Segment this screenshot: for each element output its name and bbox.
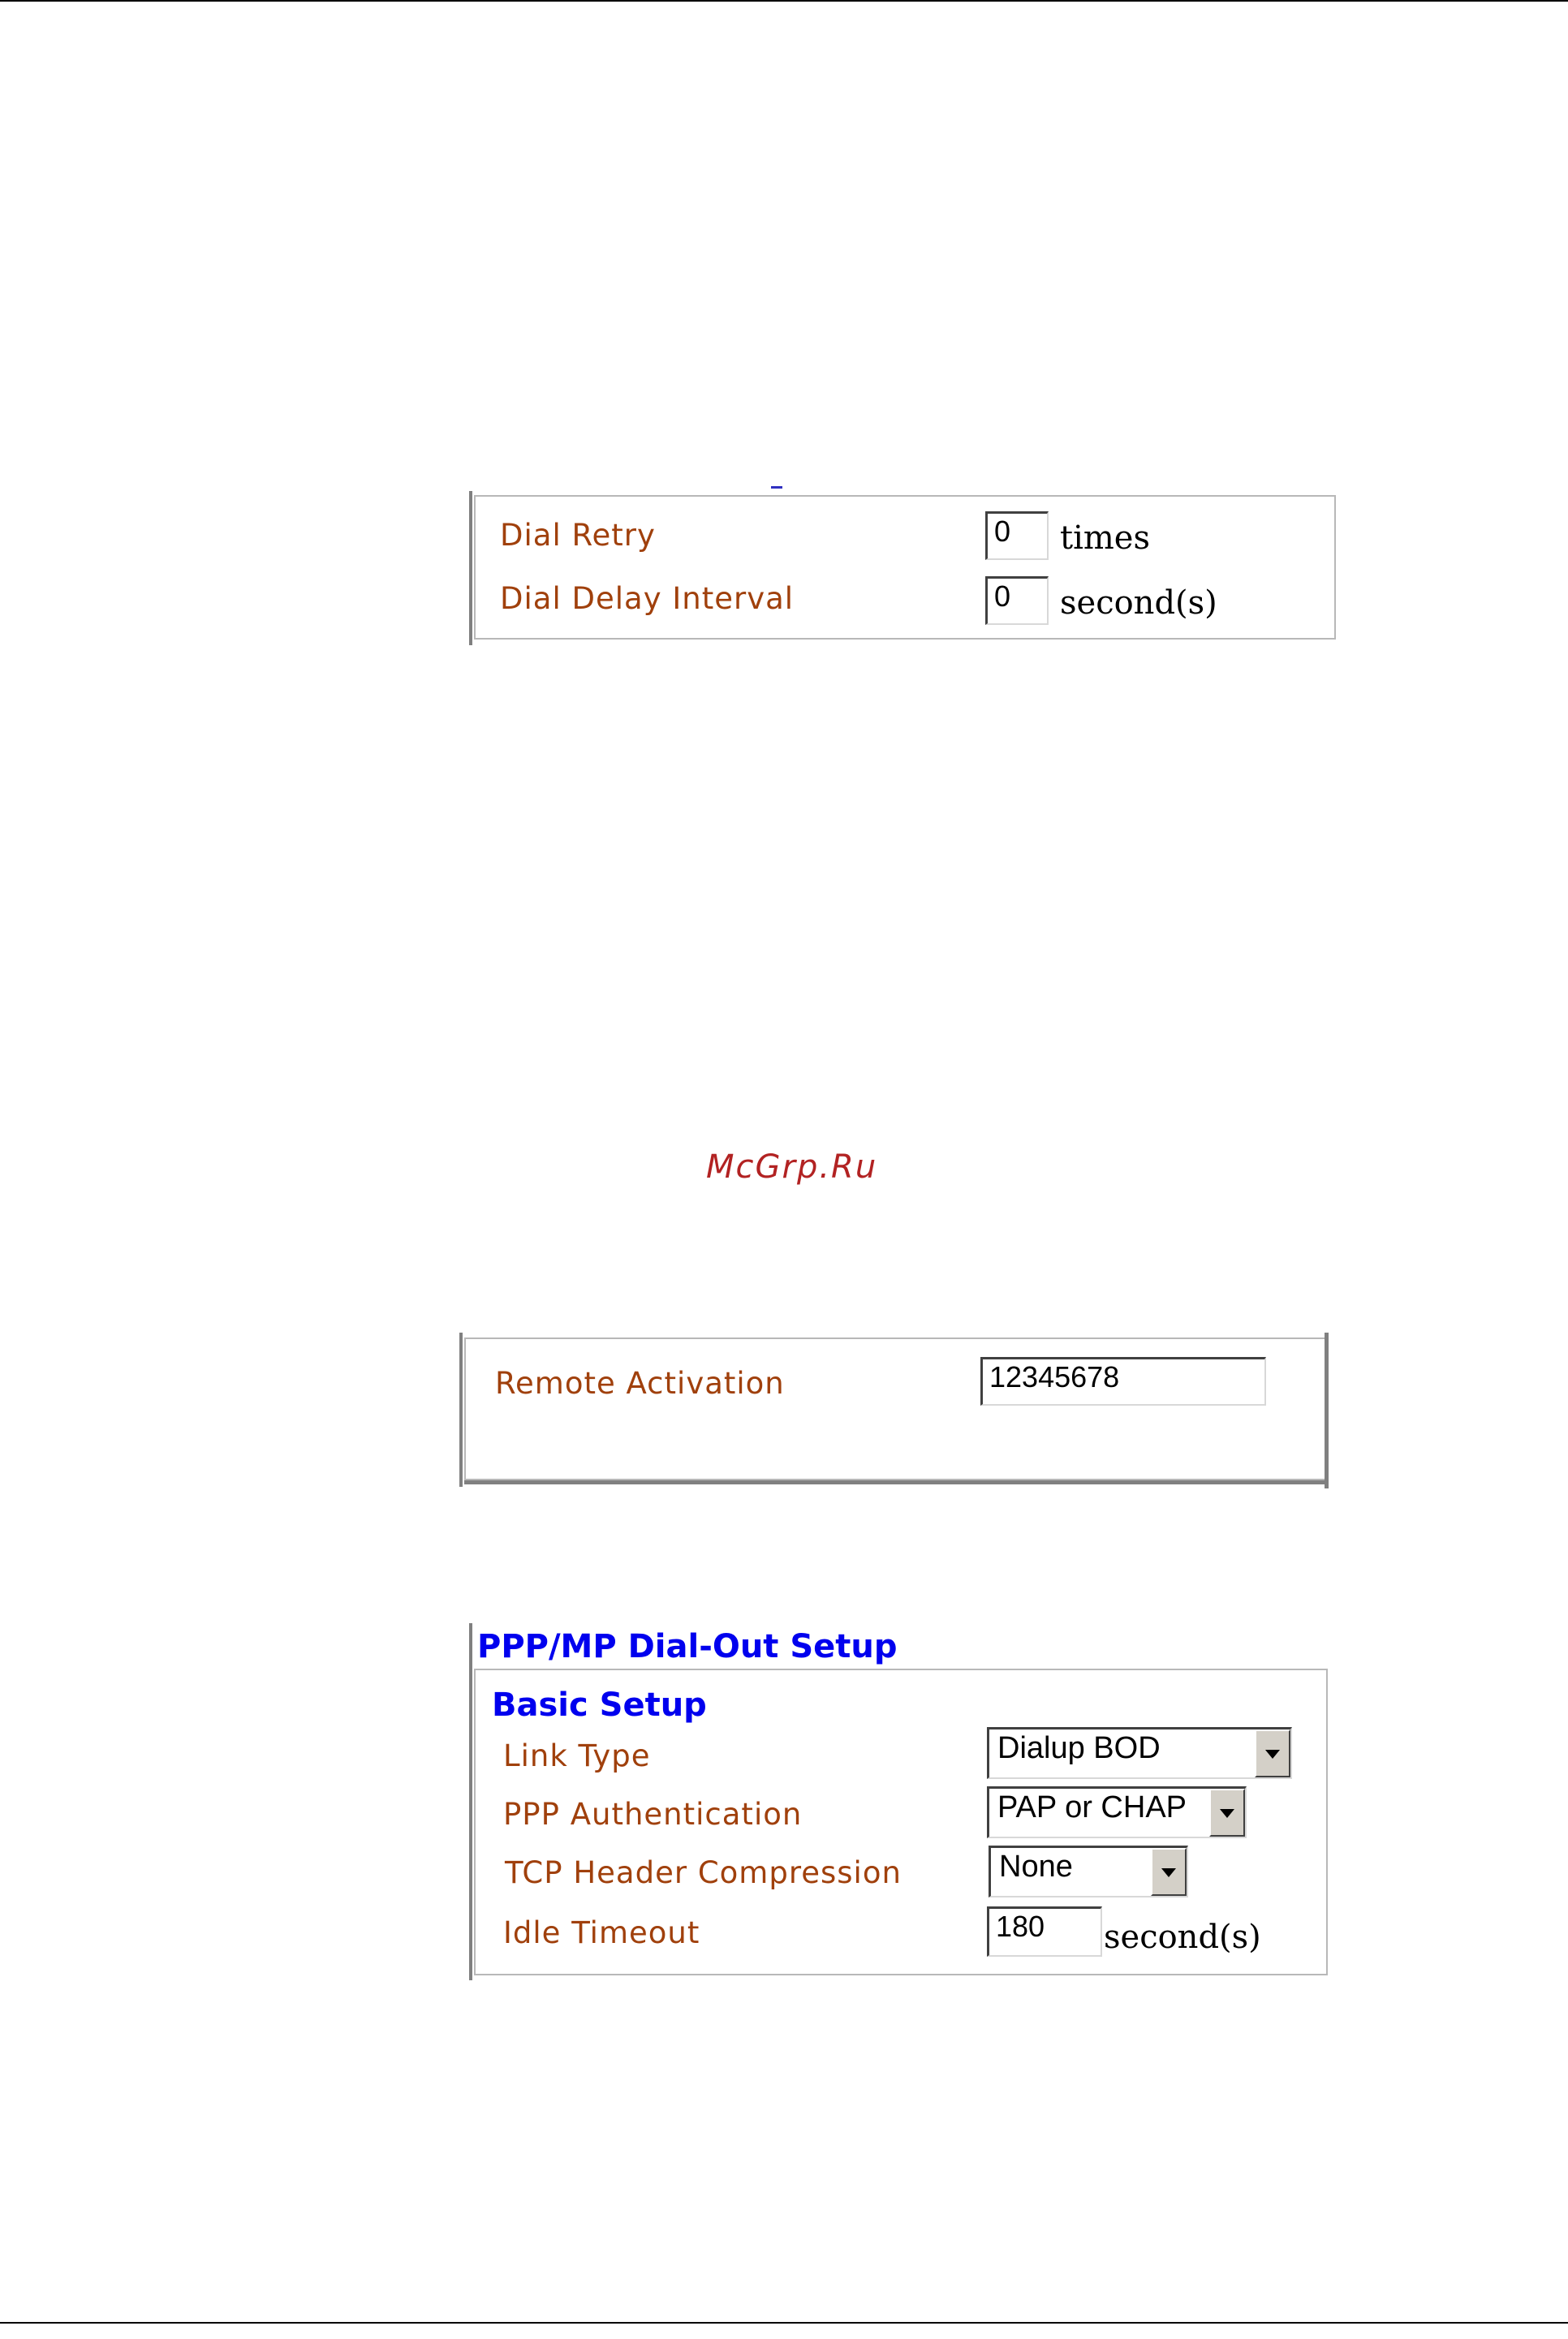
chevron-down-icon xyxy=(1265,1750,1280,1759)
remote-activation-input[interactable]: 12345678 xyxy=(980,1357,1266,1406)
panel-left-edge xyxy=(469,491,472,645)
idle-timeout-unit: second(s) xyxy=(1104,1919,1261,1956)
top-rule xyxy=(0,0,1568,2)
ppp-auth-label: PPP Authentication xyxy=(503,1797,803,1832)
dial-retry-input[interactable]: 0 xyxy=(985,511,1049,560)
idle-timeout-label: Idle Timeout xyxy=(503,1915,700,1950)
dial-delay-unit: second(s) xyxy=(1060,584,1217,622)
tcp-header-dropdown-button[interactable] xyxy=(1151,1848,1187,1896)
dial-delay-label: Dial Delay Interval xyxy=(500,581,795,616)
chevron-down-icon xyxy=(1161,1868,1176,1877)
panel-right-edge xyxy=(1325,1333,1329,1488)
dial-retry-label: Dial Retry xyxy=(500,518,656,553)
ppp-panel-title: PPP/MP Dial-Out Setup xyxy=(477,1628,898,1665)
idle-timeout-input[interactable]: 180 xyxy=(987,1906,1102,1957)
panel-left-edge xyxy=(459,1333,463,1487)
basic-setup-heading: Basic Setup xyxy=(492,1686,707,1724)
panel-tick-mark xyxy=(771,486,782,489)
dial-retry-unit: times xyxy=(1060,519,1150,557)
link-type-select[interactable] xyxy=(987,1727,1292,1779)
panel-left-edge xyxy=(469,1623,472,1980)
tcp-header-label: TCP Header Compression xyxy=(505,1855,902,1890)
chevron-down-icon xyxy=(1220,1809,1234,1818)
remote-activation-label: Remote Activation xyxy=(495,1366,785,1401)
ppp-auth-value: PAP or CHAP xyxy=(997,1790,1187,1824)
link-type-value: Dialup BOD xyxy=(997,1731,1161,1765)
panel-bottom-edge xyxy=(464,1480,1329,1484)
tcp-header-value: None xyxy=(999,1850,1073,1884)
watermark-text: McGrp.Ru xyxy=(706,1148,878,1186)
ppp-auth-select[interactable] xyxy=(987,1786,1247,1838)
link-type-dropdown-button[interactable] xyxy=(1255,1729,1290,1777)
tcp-header-select[interactable] xyxy=(989,1846,1188,1897)
bottom-rule xyxy=(0,2322,1568,2324)
link-type-label: Link Type xyxy=(503,1738,651,1773)
ppp-auth-dropdown-button[interactable] xyxy=(1209,1789,1245,1837)
dial-delay-input[interactable]: 0 xyxy=(985,576,1049,625)
